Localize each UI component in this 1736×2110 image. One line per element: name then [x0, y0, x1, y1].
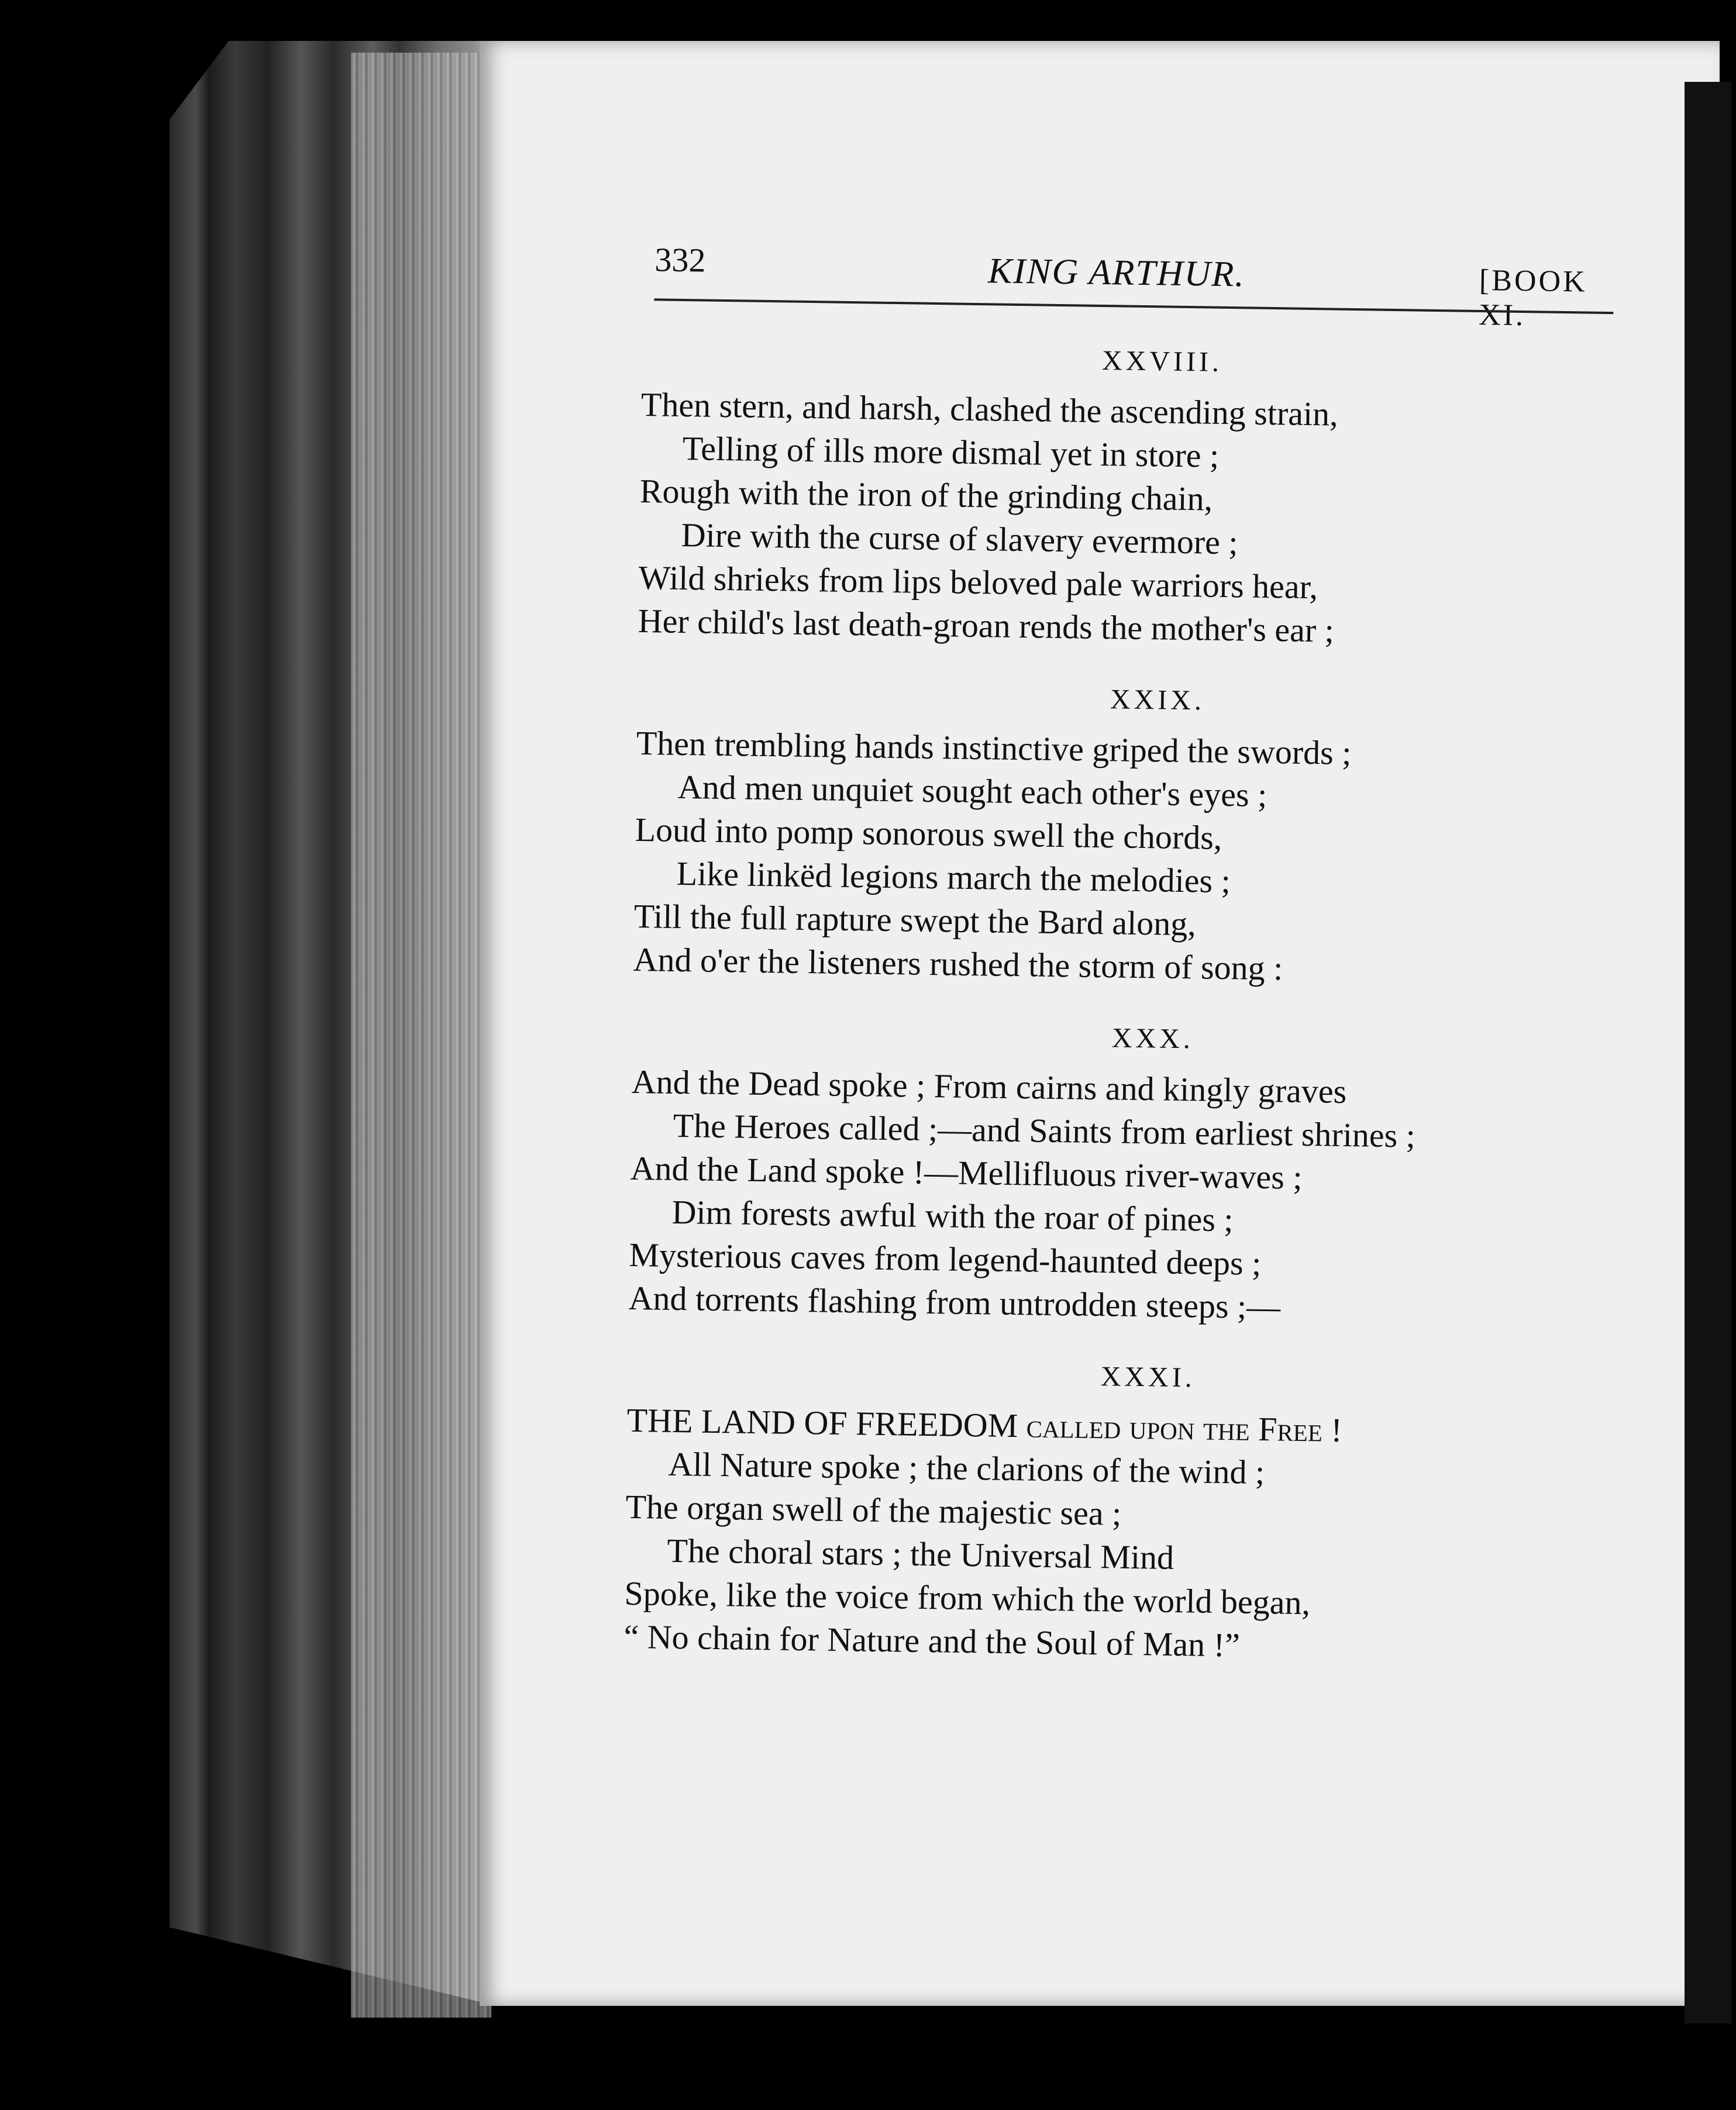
page-content [624, 234, 1638, 1672]
stanza [633, 722, 1631, 995]
verse-line: The choral stars ; the Universal Mind [667, 1531, 1174, 1577]
verse-line: Rough with the iron of the grinding chain, [639, 471, 1213, 518]
verse-line: Then trembling hands instinctive griped the swords ; [636, 723, 1352, 772]
stanza [628, 1060, 1626, 1334]
verse-line: Dire with the curse of slavery evermore ; [681, 515, 1238, 562]
verse-line: And o'er the listeners rushed the storm of song : [633, 940, 1283, 988]
verse-line: Telling of ills more dismal yet in store ; [682, 429, 1220, 475]
verse-line: Like linkëd legions march the melodies ; [676, 854, 1231, 901]
stanza [638, 383, 1635, 657]
verse-line: Mysterious caves from legend-haunted deeps ; [629, 1235, 1262, 1282]
verse-line: And men unquiet sought each other's eyes ; [677, 767, 1267, 814]
verse-line: Till the full rapture swept the Bard along, [633, 897, 1197, 943]
verse-line: Wild shrieks from lips beloved pale warriors hear, [638, 558, 1318, 606]
verse-line: Loud into pomp sonorous swell the chords, [635, 810, 1222, 857]
book-reference: [BOOK XI. [1478, 263, 1588, 333]
page-number: 332 [654, 240, 706, 280]
stanza-number: XXVIII. [1101, 344, 1223, 378]
verse-line: And the Dead spoke ; From cairns and kingly graves [631, 1062, 1347, 1111]
verse-line: Spoke, like the voice from which the world began, [624, 1574, 1311, 1622]
stanza-number: XXXI. [1100, 1361, 1196, 1394]
header-rule [654, 298, 1613, 314]
verse-line: Then stern, and harsh, clashed the ascending strain, [640, 385, 1339, 433]
verse-line: And the Land spoke !—Mellifluous river-waves ; [630, 1149, 1303, 1197]
page-edges [351, 53, 491, 2018]
verse-line: THE LAND OF FREEDOM called upon the Free ! [626, 1401, 1343, 1449]
stanza [624, 1399, 1621, 1673]
verse-line: All Nature spoke ; the clarions of the wind ; [668, 1444, 1265, 1492]
verse-line: The organ swell of the majestic sea ; [625, 1487, 1122, 1533]
facing-page-edge [1685, 82, 1731, 2023]
running-title: KING ARTHUR. [987, 251, 1246, 295]
stanza-number: XXX. [1111, 1022, 1194, 1055]
verse-line: Her child's last death-groan rends the mother's ear ; [638, 601, 1335, 650]
verse-line: Dim forests awful with the roar of pines ; [671, 1192, 1234, 1239]
stanza-number: XXIX. [1110, 684, 1205, 716]
page-header [642, 234, 1638, 333]
verse-line: And torrents flashing from untrodden steeps ;— [628, 1278, 1281, 1326]
verse-line: The Heroes called ;—and Saints from earliest shrines ; [673, 1106, 1416, 1155]
verse-line: “ No chain for Nature and the Soul of Man !” [624, 1617, 1241, 1664]
